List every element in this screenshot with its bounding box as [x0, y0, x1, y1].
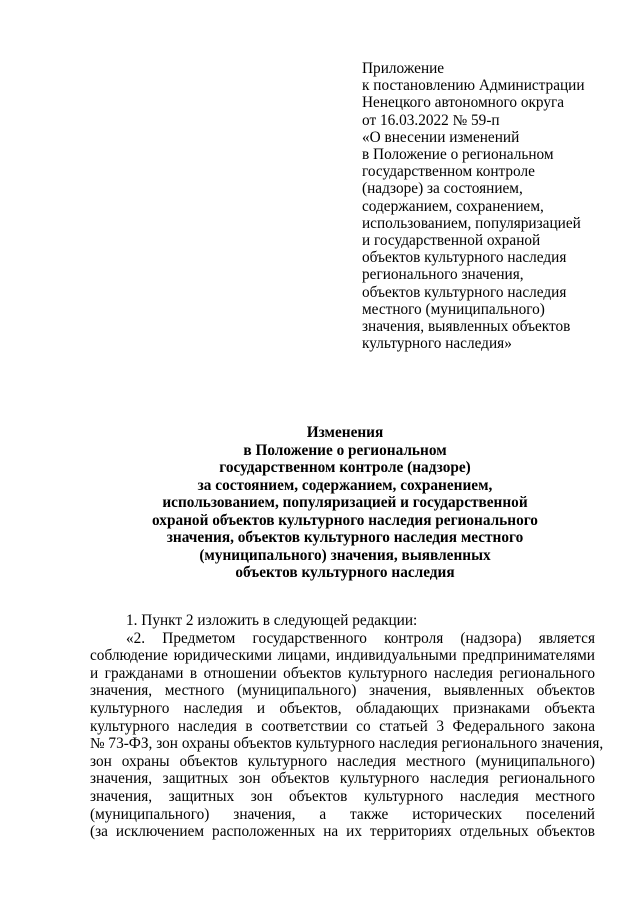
appendix-line: от 16.03.2022 № 59-п: [362, 111, 500, 129]
title-line: за состоянием, содержанием, сохранением,: [197, 476, 493, 494]
title-line: использованием, популяризацией и государственной: [162, 494, 528, 511]
body-line: значения, защитных зон объектов культурного наследия местного: [90, 787, 595, 805]
title-line: значения, объектов культурного наследия местного: [166, 529, 524, 546]
document-body: [90, 612, 604, 841]
appendix-line: к постановлению Администрации: [362, 77, 585, 95]
body-line: № 73-ФЗ, зон охраны объектов культурного наследия регионального значения,: [90, 735, 604, 753]
appendix-line: местного (муниципального): [362, 300, 545, 318]
appendix-line: значения, выявленных объектов: [362, 318, 571, 336]
appendix-line: (надзоре) за состоянием,: [362, 180, 523, 198]
body-line: (муниципального) значения, а также исторических поселений: [90, 805, 595, 823]
appendix-line: в Положение о региональном: [362, 146, 554, 164]
appendix-line: объектов культурного наследия: [362, 283, 567, 301]
point-1-heading: 1. Пункт 2 изложить в следующей редакции:: [126, 612, 418, 629]
appendix-line: культурного наследия»: [362, 335, 512, 353]
appendix-line: использованием, популяризацией: [362, 214, 581, 232]
appendix-line: объектов культурного наследия: [362, 249, 567, 267]
appendix-line: государственном контроле: [362, 163, 535, 181]
body-line: «2. Предметом государственного контроля (надзора) является: [126, 629, 595, 647]
body-line: (за исключением расположенных на их территориях отдельных объектов: [90, 823, 595, 841]
title-line: в Положение о региональном: [243, 441, 447, 459]
document-title: [60, 424, 630, 582]
title-line: охраной объектов культурного наследия регионального: [152, 511, 538, 529]
appendix-line: регионального значения,: [362, 266, 524, 284]
title-line: (муниципального) значения, выявленных: [199, 546, 491, 564]
title-line: Изменения: [306, 424, 384, 441]
body-line: культурного наследия в соответствии со статьей 3 Федерального закона: [90, 717, 595, 735]
body-line: соблюдение юридическими лицами, индивидуальными предпринимателями: [90, 647, 595, 665]
appendix-line: «О внесении изменений: [362, 128, 520, 146]
body-line: зон охраны объектов культурного наследия местного (муниципального): [90, 752, 595, 770]
appendix-line: и государственной охраной: [362, 232, 541, 250]
title-line: государственном контроле (надзоре): [219, 459, 471, 476]
appendix-line: Ненецкого автономного округа: [362, 94, 565, 112]
body-line: и гражданами в отношении объектов культурного наследия регионального: [90, 664, 595, 682]
body-line: значения, местного (муниципального) значения, выявленных объектов: [90, 682, 595, 700]
appendix-line: содержанием, сохранением,: [362, 197, 544, 215]
body-line: значения, защитных зон объектов культурного наследия регионального: [90, 770, 595, 788]
appendix-line: Приложение: [362, 60, 445, 77]
appendix-header: [362, 60, 632, 352]
title-line: объектов культурного наследия: [235, 564, 455, 581]
body-line: культурного наследия и объектов, обладающих признаками объекта: [90, 699, 595, 717]
